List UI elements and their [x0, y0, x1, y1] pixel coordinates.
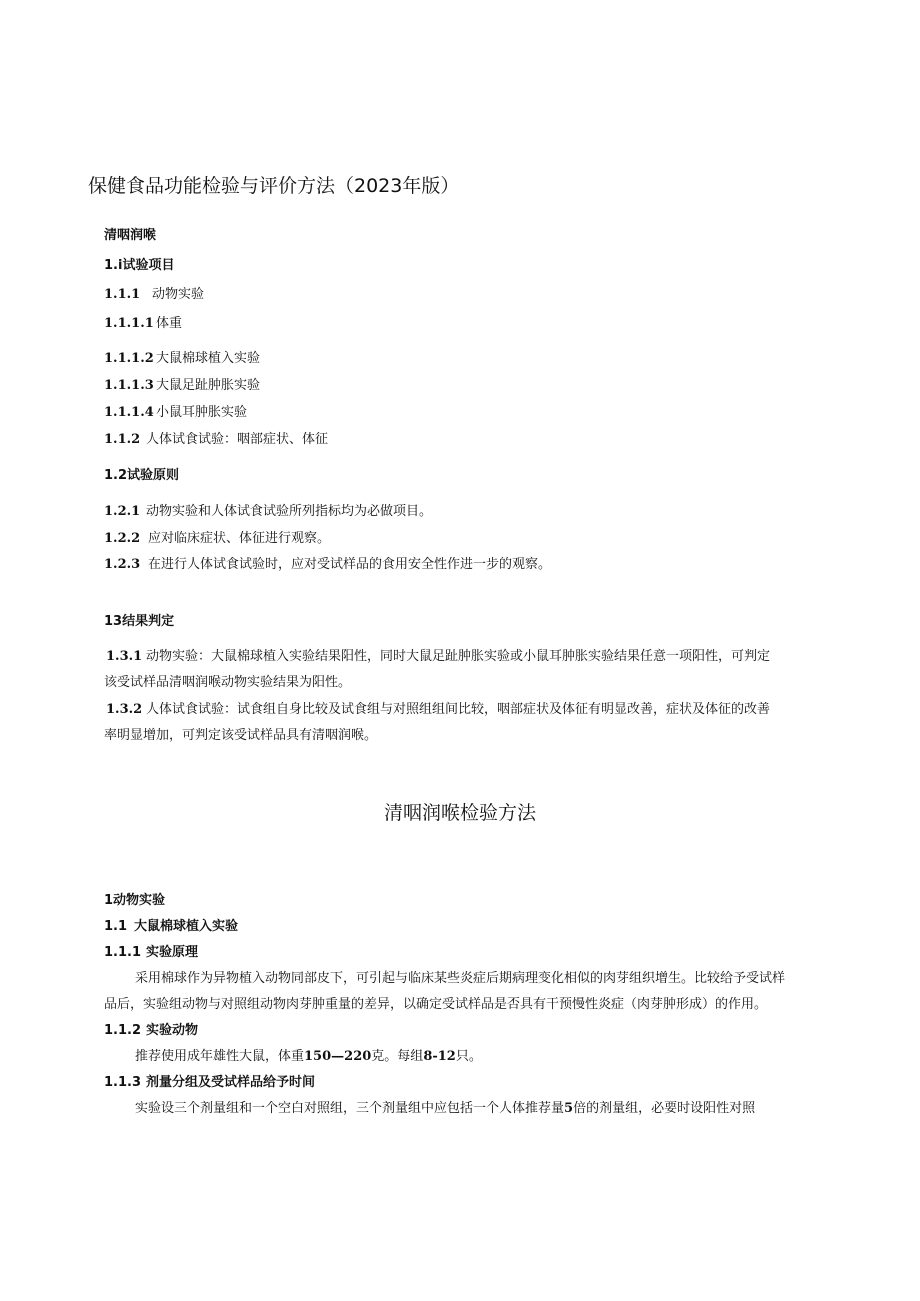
s3-item-line2: 率明显增加，可判定该受试样品具有清咽润喉。: [104, 728, 378, 743]
s2-heading: 1.2试验原则: [104, 468, 180, 483]
dosing-heading: [104, 1071, 315, 1090]
animals-heading: [104, 1019, 198, 1038]
animals-number: 1.1.2: [104, 1023, 142, 1038]
s1-heading: 1.i试验项目: [104, 258, 175, 273]
item-number: 1.2.1: [104, 504, 141, 519]
item-text: 动物实验：大鼠棉球植入实验结果阳性，同时大鼠足趾肿胀实验或小鼠耳肿胀实验结果任意一项阳性，可判定: [146, 649, 771, 664]
item-number: 1.1.1.4: [104, 405, 154, 420]
item-text: 大鼠棉球植入实验: [156, 351, 261, 366]
animals-text: [135, 1045, 482, 1064]
document-title: 保健食品功能检验与评价方法（2023年版）: [88, 175, 460, 197]
animal-heading: 1动物实验: [104, 893, 166, 908]
item-text: 人体试食试验：咽部症状、体征: [146, 432, 329, 447]
item-number: 1.1.1.3: [104, 378, 154, 393]
item-number: 1.2.2: [104, 531, 141, 546]
dosing-multiple: 5: [564, 1101, 574, 1116]
principle-heading: [104, 941, 198, 960]
dosing-text-b: 倍的剂量组，必要时设阳性对照: [573, 1101, 756, 1116]
item-text: 小鼠耳肿胀实验: [156, 405, 248, 420]
sub-heading-number: 1.1: [104, 919, 128, 934]
item-text: 动物实验: [152, 287, 205, 302]
s1-item: [104, 374, 260, 393]
principle-line1: 采用棉球作为异物植入动物同部皮下，可引起与临床某些炎症后期病理变化相似的肉芽组织增生。比较给予受试样: [135, 971, 786, 986]
item-text: 人体试食试验：试食组自身比较及试食组与对照组组间比较，咽部症状及体征有明显改善，症状及体征的改善: [146, 702, 771, 717]
item-number: 1.1.1: [104, 287, 141, 302]
animals-label: 实验动物: [146, 1023, 199, 1038]
item-number: 1.3.1: [106, 649, 143, 664]
s3-heading: 13结果判定: [104, 614, 175, 629]
s2-item: [104, 527, 330, 546]
s1-item: [104, 283, 204, 302]
animals-text-a: 推荐使用成年雄性大鼠，体重: [135, 1049, 305, 1064]
item-text: 体重: [156, 316, 183, 331]
animals-text-b: 克。每组: [371, 1049, 424, 1064]
dosing-text-a: 实验设三个剂量组和一个空白对照组，三个剂量组中应包括一个人体推荐量: [135, 1101, 565, 1116]
item-text: 大鼠足趾肿胀实验: [156, 378, 261, 393]
s1-item: [104, 312, 182, 331]
animals-count: 8-12: [423, 1049, 456, 1064]
item-text: 应对临床症状、体征进行观察。: [148, 531, 331, 546]
methods-title: 清咽润喉检验方法: [383, 802, 536, 824]
sub-heading-text: 大鼠棉球植入实验: [134, 919, 239, 934]
dosing-label: 剂量分组及受试样品给予时间: [146, 1075, 316, 1090]
principle-line2: 品后，实验组动物与对照组动物肉芽肿重量的差异，以确定受试样品是否具有干预慢性炎症（肉芽肿形成）的作用。: [104, 997, 768, 1012]
principle-label: 实验原理: [146, 945, 199, 960]
item-number: 1.2.3: [104, 557, 141, 572]
item-text: 动物实验和人体试食试验所列指标均为必做项目。: [146, 504, 433, 519]
item-number: 1.1.2: [104, 432, 141, 447]
s1-item: [104, 347, 260, 366]
dosing-number: 1.1.3: [104, 1075, 142, 1090]
principle-number: 1.1.1: [104, 945, 142, 960]
s2-item: [104, 553, 551, 572]
s3-item-line1: [106, 698, 770, 717]
section-name: 清咽润喉: [104, 228, 157, 243]
sub-heading: [104, 915, 238, 934]
s3-item-line1: [106, 645, 770, 664]
s1-item: [104, 428, 328, 447]
item-number: 1.1.1.1: [104, 316, 154, 331]
dosing-text: [135, 1097, 755, 1116]
item-text: 在进行人体试食试验时，应对受试样品的食用安全性作进一步的观察。: [148, 557, 552, 572]
s2-item: [104, 500, 432, 519]
s3-item-line2: 该受试样品清咽润喉动物实验结果为阳性。: [104, 675, 352, 690]
item-number: 1.1.1.2: [104, 351, 154, 366]
animals-text-c: 只。: [455, 1049, 482, 1064]
item-number: 1.3.2: [106, 702, 143, 717]
animals-weight: 150—220: [304, 1049, 372, 1064]
s1-item: [104, 401, 247, 420]
